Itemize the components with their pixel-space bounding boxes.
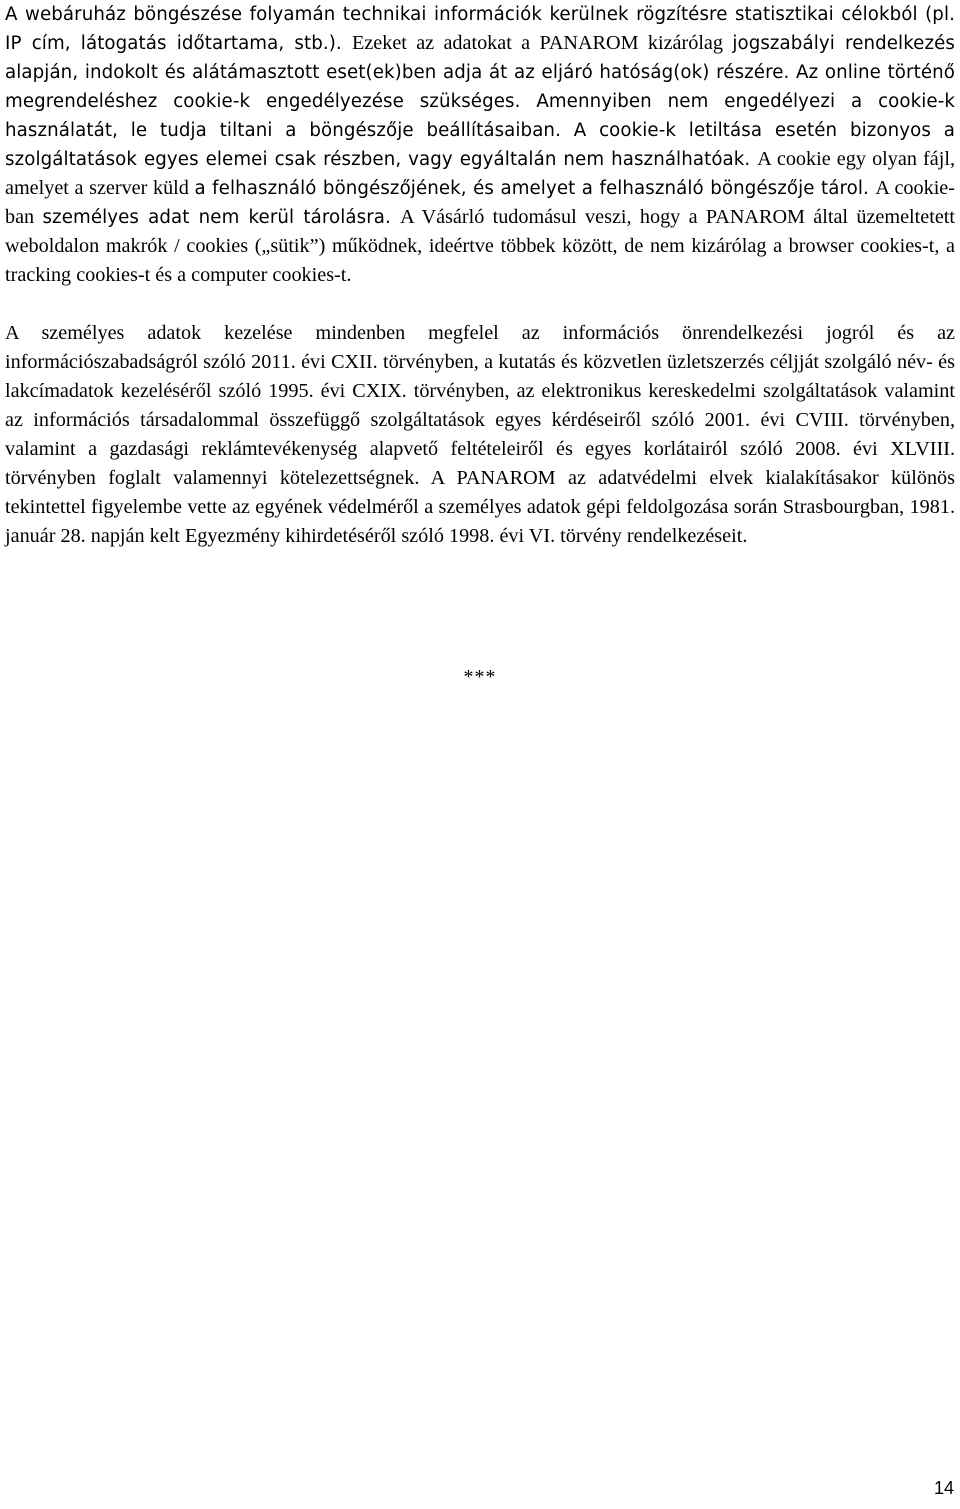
paragraph-cookies-sentence-7: személyes adat nem kerül tárolásra. — [42, 207, 401, 228]
paragraph-cookies-sentence-4: A cookie egy olyan fájl, amelyet a szerver küld — [5, 148, 955, 199]
paragraph-cookies-sentence-6: A cookie-ban — [5, 177, 955, 228]
section-separator: *** — [463, 666, 497, 688]
paragraph-cookies-sentence-3: jogszabályi rendelkezés alapján, indokolt és alátámasztott eset(ek)ben adja át az eljáró hatóság(ok) részére. Az online történő megrendeléshez cookie-k engedélyezése szükséges. Amennyiben nem engedélyezi a cookie-k használatát, le tudja tiltani a böngészője beállításaiban. A cookie-k letiltása esetén bizonyos a szolgáltatások egyes elemei csak részben, vagy egyáltalán nem használhatóak. — [5, 33, 955, 170]
document-page — [5, 0, 955, 551]
paragraph-cookies-sentence-1: A webáruház böngészése folyamán technikai információk kerülnek rögzítésre statisztikai célokból (pl. IP cím, látogatás időtartama, stb.). — [5, 4, 955, 54]
paragraph-cookies-sentence-2: Ezeket az adatokat a PANAROM kizárólag — [351, 32, 733, 54]
paragraph-data-protection — [5, 319, 955, 551]
paragraph-data-protection-text: A személyes adatok kezelése mindenben megfelel az információs önrendelkezési jogról és az információszabadságról szóló 2011. évi CXII. törvényben, a kutatás és közvetlen üzletszerzés céljját szolgáló név- és lakcímadatok kezeléséről szóló 1995. évi CXIX. törvényben, az elektronikus kereskedelmi szolgáltatások valamint az információs társadalommal összefüggő szolgáltatások egyes kérdéseiről szóló 2001. évi CVIII. törvényben, valamint a gazdasági reklámtevékenység alapvető feltételeiről és egyes korlátairól szóló 2008. évi XLVIII. törvényben foglalt valamennyi kötelezettségnek. A PANAROM az adatvédelmi elvek kialakításakor különös tekintettel figyelembe vette az egyének védelméről a személyes adatok gépi feldolgozása során Strasbourgban, 1981. január 28. napján kelt Egyezmény kihirdetéséről szóló 1998. évi VI. törvény rendelkezéseit. — [5, 322, 955, 547]
paragraph-cookies-sentence-5: a felhasználó böngészőjének, és amelyet a felhasználó böngészője tárol. — [194, 178, 876, 199]
paragraph-cookies — [5, 0, 955, 290]
page-number: 14 — [933, 1478, 954, 1498]
paragraph-cookies-sentence-8: A Vásárló tudomásul veszi, hogy a PANAROM által üzemeltetett weboldalon makrók / cookies („sütik”) működnek, ideértve többek között, de nem kizárólag a browser cookies-t, a tracking cookies-t és a computer cookies-t. — [5, 206, 956, 286]
